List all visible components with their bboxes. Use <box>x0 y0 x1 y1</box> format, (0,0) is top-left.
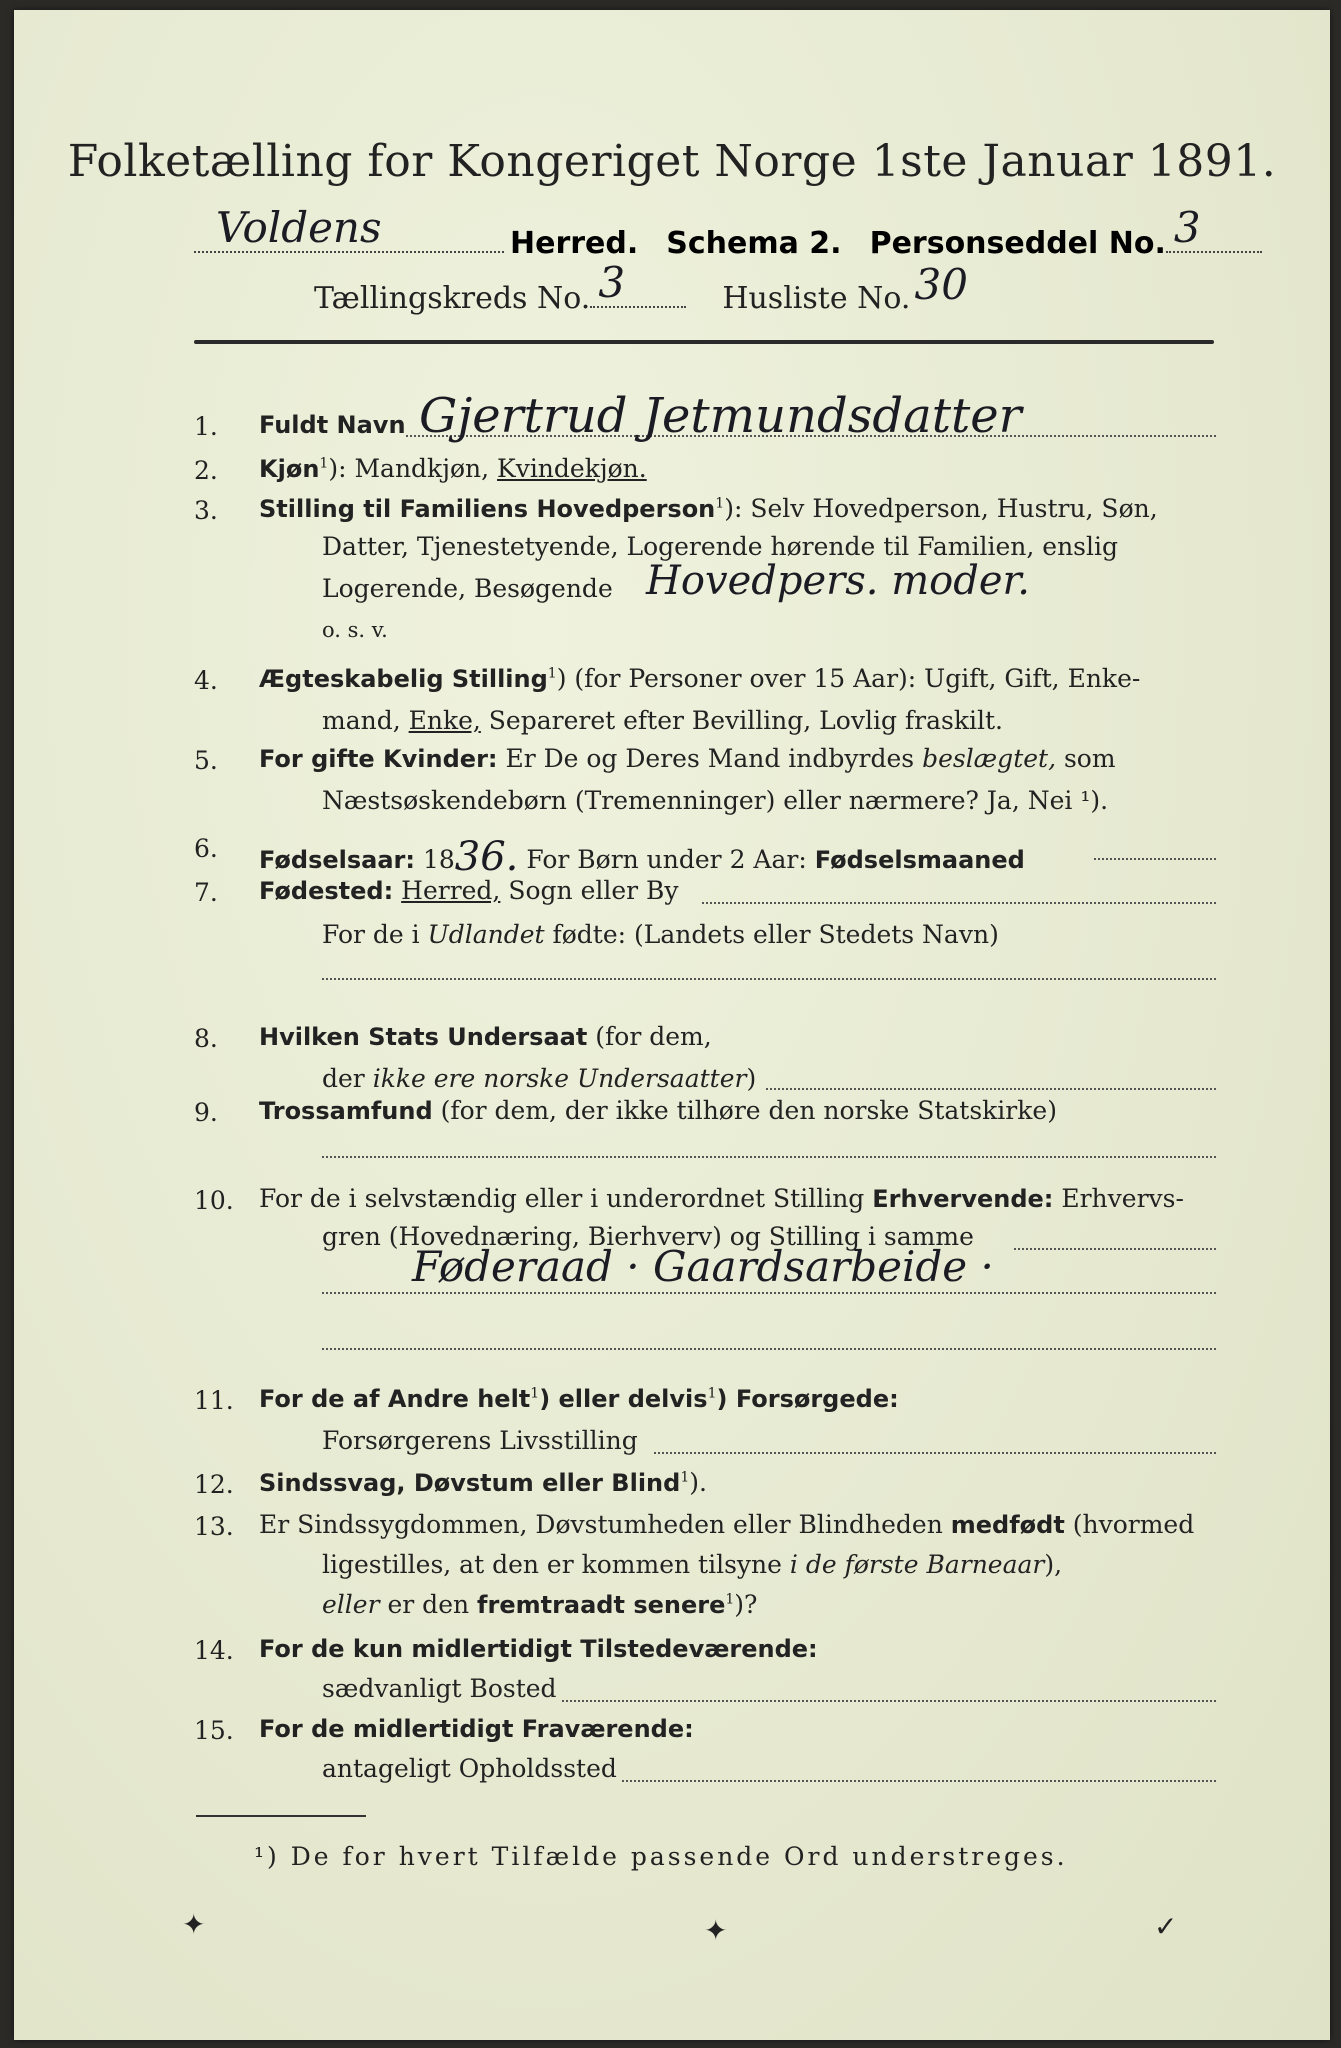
q1-label: Fuldt Navn <box>259 411 406 439</box>
census-form-sheet <box>14 10 1330 2040</box>
registration-mark-center-icon: ✦ <box>704 1914 728 1947</box>
q15-number: 15. <box>194 1716 234 1745</box>
q9-number: 9. <box>194 1098 218 1127</box>
q5-line1: For gifte Kvinder: Er De og Deres Mand indbyrdes beslægtet, som <box>259 744 1116 773</box>
q8-field <box>766 1088 1216 1090</box>
registration-mark-right-icon: ✓ <box>1154 1910 1178 1943</box>
form-title: Folketælling for Kongeriget Norge 1ste Januar 1891. <box>67 136 1277 187</box>
q2-text: ): Mandkjøn, <box>328 454 498 483</box>
q7-line2: For de i Udlandet fødte: (Landets eller Stedets Navn) <box>322 920 999 949</box>
q14-label: For de kun midlertidigt Tilstedeværende: <box>259 1635 818 1663</box>
q13-line1: Er Sindssygdommen, Døvstumheden eller Blindheden medfødt (hvormed <box>259 1510 1195 1539</box>
q7-number: 7. <box>194 878 218 907</box>
q2-underlined: Kvindekjøn. <box>497 454 647 483</box>
q15-field <box>622 1780 1216 1782</box>
q9-label: Trossamfund <box>259 1097 433 1125</box>
q8-label: Hvilken Stats Undersaat <box>259 1023 588 1051</box>
q5-label: For gifte Kvinder: <box>259 745 498 773</box>
q3-number: 3. <box>194 496 218 525</box>
personseddel-value: 3 <box>1173 203 1201 252</box>
q14-line1 <box>259 1634 818 1663</box>
q3-line1: Stilling til Familiens Hovedperson$^1$): Selv Hovedperson, Hustru, Søn, <box>259 494 1158 523</box>
kreds-field <box>590 258 686 308</box>
q7-label: Fødested: <box>259 877 394 905</box>
husliste-label: Husliste No. <box>722 281 911 316</box>
q10-answer: Føderaad · Gaardsarbeide · <box>412 1242 994 1291</box>
q10-field3 <box>322 1348 1216 1350</box>
q10-field2 <box>322 1292 1216 1294</box>
q12-line: Sindssvag, Døvstum eller Blind$^1$). <box>259 1468 707 1497</box>
q15-label: For de midlertidigt Fraværende: <box>259 1715 694 1743</box>
q15-line2: antageligt Opholdssted <box>322 1754 617 1783</box>
q7-line1: Fødested: Herred, Sogn eller By <box>259 876 679 905</box>
personseddel-field <box>1166 203 1262 253</box>
q7-underlined: Herred, <box>401 876 501 905</box>
q10-line2: gren (Hovednæring, Bierhverv) og Stilling i samme <box>322 1222 974 1251</box>
kreds-line <box>314 258 990 316</box>
registration-mark-left-icon: ✦ <box>182 1908 206 1941</box>
schema-label: Schema 2. <box>666 226 842 261</box>
q13-number: 13. <box>194 1512 234 1541</box>
q7-field2 <box>322 978 1216 980</box>
q1-line <box>259 410 406 439</box>
husliste-field <box>910 260 990 309</box>
q11-field <box>654 1452 1216 1454</box>
q11-line2: Forsørgerens Livsstilling <box>322 1426 638 1455</box>
q6-line: Fødselsaar: 1836. For Børn under 2 Aar: Fødselsmaaned <box>259 834 1025 880</box>
q3-line3: Logerende, Besøgende <box>322 574 613 603</box>
q12-number: 12. <box>194 1470 234 1499</box>
husliste-value: 30 <box>914 260 968 309</box>
q1-number: 1. <box>194 412 218 441</box>
q6-field <box>1094 858 1216 860</box>
q14-field <box>562 1700 1216 1702</box>
q8-line1: Hvilken Stats Undersaat (for dem, <box>259 1022 712 1051</box>
q4-line1-text: ) (for Personer over 15 Aar): Ugift, Gift, Enke- <box>556 664 1141 693</box>
q4-number: 4. <box>194 666 218 695</box>
kreds-label: Tællingskreds No. <box>314 281 591 316</box>
q8-number: 8. <box>194 1024 218 1053</box>
q4-line2: mand, Enke, Separeret efter Bevilling, Lovlig fraskilt. <box>322 706 1003 735</box>
q1-answer: Gjertrud Jetmundsdatter <box>419 388 1022 444</box>
q10-line1: For de i selvstændig eller i underordnet Stilling Erhvervende: Erhvervs- <box>259 1184 1184 1213</box>
q3-line1-text: ): Selv Hovedperson, Hustru, Søn, <box>724 494 1158 523</box>
q6-label: Fødselsaar: <box>259 846 415 874</box>
kreds-value: 3 <box>598 258 626 307</box>
q2-line <box>259 454 647 483</box>
q11-number: 11. <box>194 1386 234 1415</box>
herred-label: Herred. <box>510 226 639 261</box>
personseddel-label: Personseddel No. <box>869 226 1166 261</box>
q2-number: 2. <box>194 456 218 485</box>
q4-line1: Ægteskabelig Stilling$^1$) (for Personer over 15 Aar): Ugift, Gift, Enke- <box>259 664 1141 693</box>
q10-field <box>1014 1248 1216 1250</box>
q11-line1: For de af Andre helt$^1$) eller delvis$^1$) Forsørgede: <box>259 1385 899 1413</box>
q6-label2: Fødselsmaaned <box>814 846 1025 874</box>
q5-number: 5. <box>194 746 218 775</box>
footnote: ¹) De for hvert Tilfælde passende Ord understreges. <box>254 1842 1068 1871</box>
q4-underlined: Enke, <box>408 706 481 735</box>
q3-line2: Datter, Tjenestetyende, Logerende hørende til Familien, enslig <box>322 532 1119 561</box>
q3-line4: o. s. v. <box>322 618 388 642</box>
q6-answer: 36. <box>454 834 519 880</box>
q15-line1 <box>259 1714 694 1743</box>
q3-answer: Hovedpers. moder. <box>646 558 1030 604</box>
q4-label: Ægteskabelig Stilling <box>259 665 548 693</box>
q12-label: Sindssvag, Døvstum eller Blind <box>259 1469 681 1497</box>
herred-line <box>194 203 1262 261</box>
herred-field <box>194 203 504 253</box>
q8-line2: der ikke ere norske Undersaatter) <box>322 1064 757 1093</box>
q3-label: Stilling til Familiens Hovedperson <box>259 495 716 523</box>
q14-number: 14. <box>194 1636 234 1665</box>
q9-line1: Trossamfund (for dem, der ikke tilhøre den norske Statskirke) <box>259 1096 1057 1125</box>
herred-value: Voldens <box>216 203 382 252</box>
q9-field <box>322 1156 1216 1158</box>
q13-line3: eller er den fremtraadt senere$^1$)? <box>322 1590 758 1619</box>
q13-line2: ligestilles, at den er kommen tilsyne i de første Barneaar), <box>322 1550 1063 1579</box>
q7-field <box>702 902 1216 904</box>
q6-number: 6. <box>194 834 218 863</box>
header-divider <box>194 340 1214 344</box>
q10-number: 10. <box>194 1186 234 1215</box>
q14-line2: sædvanligt Bosted <box>322 1674 557 1703</box>
footnote-divider <box>196 1815 366 1817</box>
q2-label: Kjøn <box>259 455 320 483</box>
q5-line2: Næstsøskendebørn (Tremenninger) eller nærmere? Ja, Nei ¹). <box>322 786 1109 815</box>
q2-sup: 1 <box>319 455 329 472</box>
